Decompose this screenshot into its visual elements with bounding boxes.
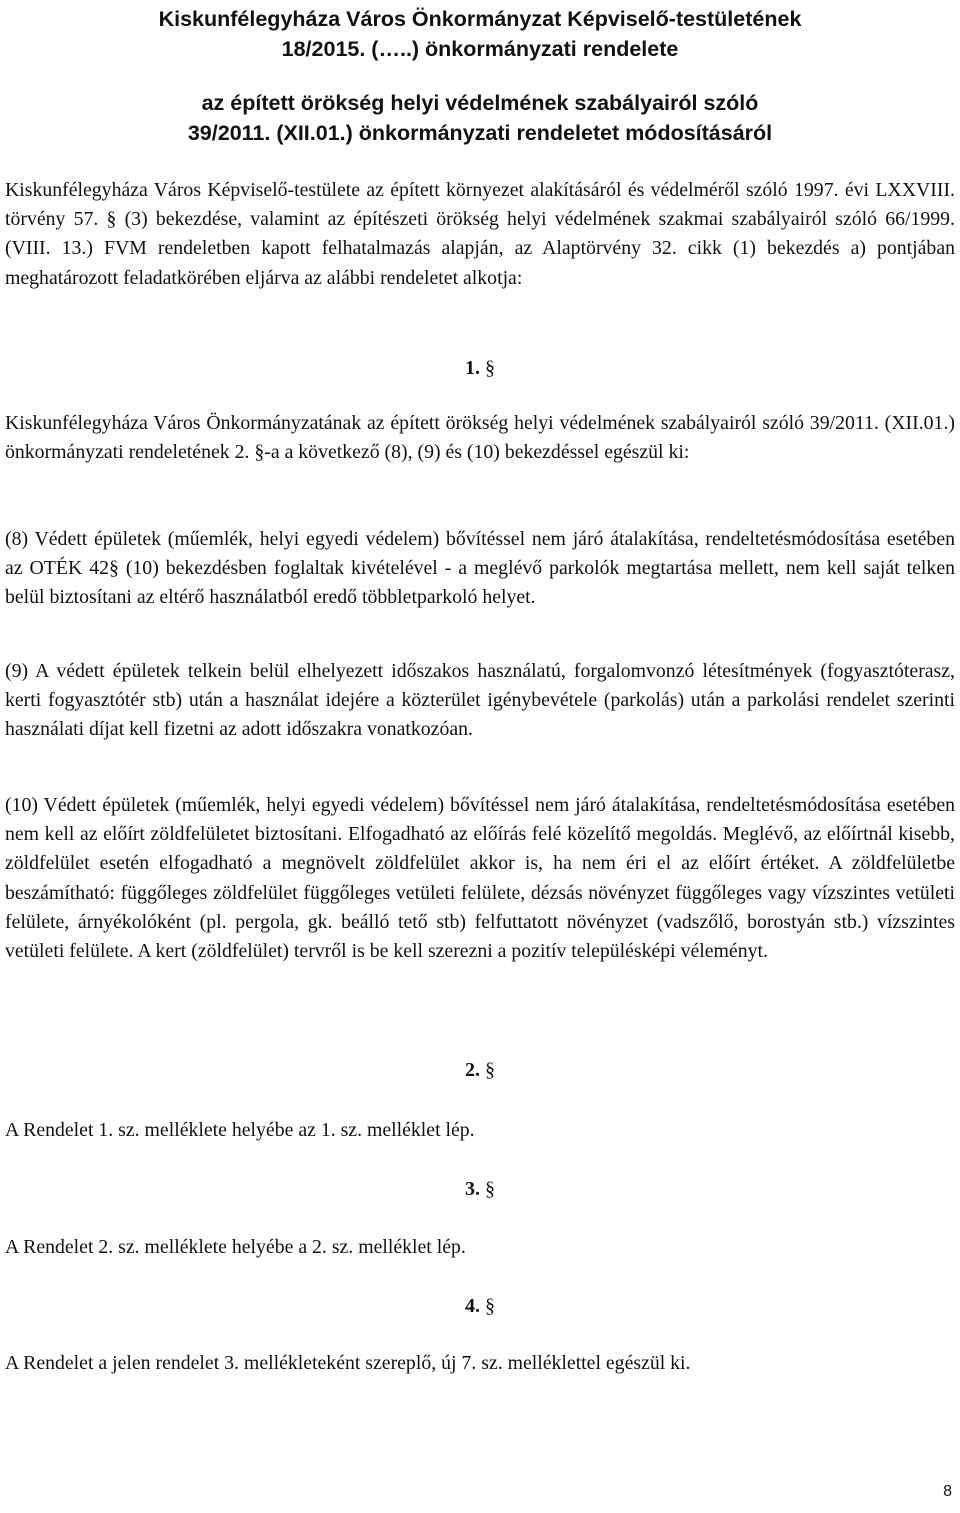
section-sign: §: [485, 1178, 495, 1200]
title-line-1: Kiskunfélegyháza Város Önkormányzat Képviselő-testületének: [158, 7, 802, 31]
section-2-heading: [0, 1056, 960, 1084]
section-3-text: A Rendelet 2. sz. melléklete helyébe a 2. sz. melléklet lép.: [5, 1236, 466, 1258]
section-1-intro: Kiskunfélegyháza Város Önkormányzatának az épített örökség helyi védelmének szabályairól szóló 39/2011. (XII.01.) önkormányzati rendeletének 2. §-a a következő (8), (9) és (10) bekezdéssel egészül ki:: [5, 412, 955, 464]
section-3-heading: [0, 1175, 960, 1203]
section-4-heading: [0, 1292, 960, 1320]
section-2-text: A Rendelet 1. sz. melléklete helyébe az 1. sz. melléklet lép.: [5, 1119, 475, 1141]
title-line-3: az épített örökség helyi védelmének szabályairól szóló: [201, 91, 759, 115]
section-number: 1.: [465, 357, 480, 379]
section-4-text: A Rendelet a jelen rendelet 3. mellékleteként szereplő, új 7. sz. melléklettel egészül ki.: [5, 1352, 691, 1374]
preamble-paragraph: Kiskunfélegyháza Város Képviselő-testülete az épített környezet alakításáról és védelméről szóló 1997. évi LXXVIII. törvény 57. § (3) bekezdése, valamint az építészeti örökség helyi védelmének szakmai szabályairól szóló 66/1999. (VIII. 13.) FVM rendeletben kapott felhatalmazás alapján, az Alaptörvény 32. cikk (1) bekezdés a) pontjában meghatározott feladatkörében eljárva az alábbi rendeletet alkotja:: [5, 179, 955, 289]
page-number: 8: [943, 1483, 952, 1500]
section-sign: §: [485, 357, 495, 379]
paragraph-10: (10) Védett épületek (műemlék, helyi egyedi védelem) bővítéssel nem járó átalakítása, rendeltetésmódosítása esetében nem kell az előírt zöldfelületet biztosítani. Elfogadható az előírás felé közelítő megoldás. Meglévő, az előírtnál kisebb, zöldfelület esetén elfogadható a megnövelt zöldfelület akkor is, ha nem éri el az előírt értéket. A zöldfelületbe beszámítható: függőleges zöldfelület függőleges vetületi felülete, dézsás növényzet függőleges vagy vízszintes vetületi felülete, árnyékolóként (pl. pergola, gk. beálló tető stb) felfuttatott növényzet (vadszőlő, borostyán stb.) vízszintes vetületi felülete. A kert (zöldfelület) tervről is be kell szerezni a pozitív településképi véleményt.: [5, 794, 955, 963]
title-line-4: 39/2011. (XII.01.) önkormányzati rendeletet módosításáról: [187, 121, 773, 145]
section-1-heading: [0, 354, 960, 382]
paragraph-8: (8) Védett épületek (műemlék, helyi egyedi védelem) bővítéssel nem járó átalakítása, rendeltetésmódosítása esetében az OTÉK 42§ (10) bekezdésben foglaltak kivételével - a meglévő parkolók megtartása mellett, nem kell saját telken belül biztosítani az eltérő használatból eredő többletparkoló helyet.: [5, 528, 955, 609]
paragraph-9: (9) A védett épületek telkein belül elhelyezett időszakos használatú, forgalomvonzó létesítmények (fogyasztóterasz, kerti fogyasztótér stb) után a használat idejére a közterület igénybevétele (parkolás) után a parkolási rendelet szerinti használati díjat kell fizetni az adott időszakra vonatkozóan.: [5, 660, 955, 741]
section-sign: §: [485, 1059, 495, 1081]
section-number: 3.: [465, 1178, 480, 1200]
title-line-2: 18/2015. (…..) önkormányzati rendelete: [281, 37, 679, 61]
section-sign: §: [485, 1295, 495, 1317]
section-number: 2.: [465, 1059, 480, 1081]
section-number: 4.: [465, 1295, 480, 1317]
